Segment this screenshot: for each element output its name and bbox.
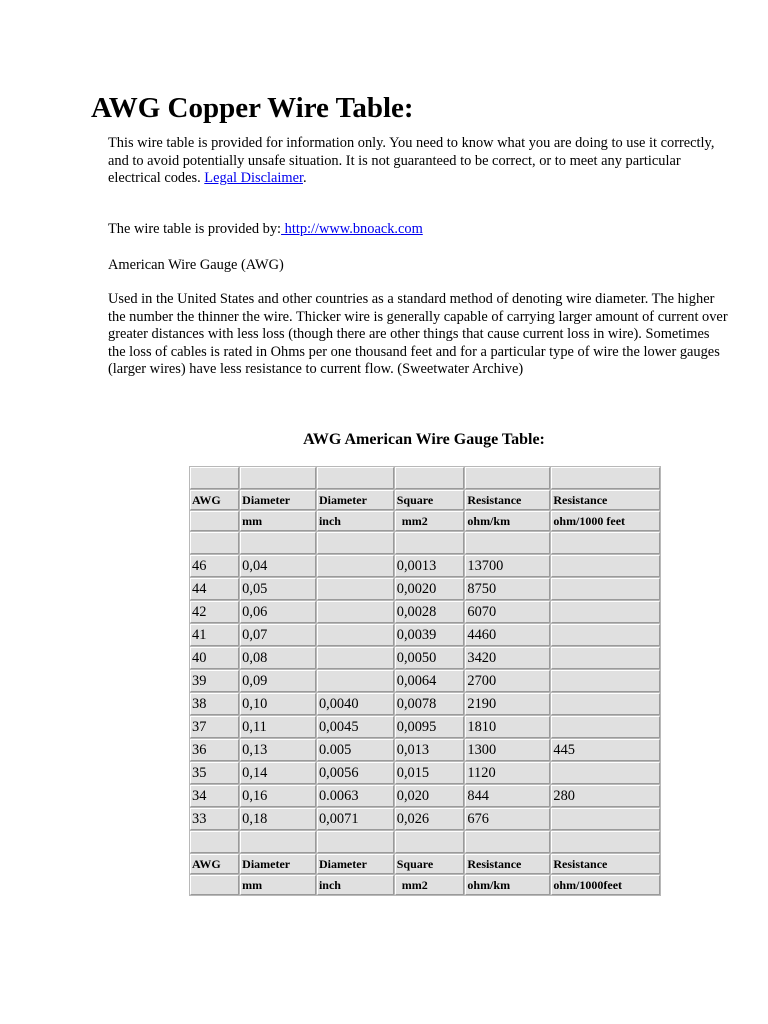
table-spacer-row-cell [551, 467, 660, 489]
page-title: AWG Copper Wire Table: [91, 92, 414, 124]
table-row-cell: 13700 [465, 555, 550, 577]
table-row-cell: 0,026 [395, 808, 465, 830]
table-row-cell: 0.005 [317, 739, 394, 761]
table-spacer-row-cell [240, 467, 316, 489]
table-spacer-row-cell [465, 467, 550, 489]
table-row-cell: 0,14 [240, 762, 316, 784]
table-row-cell [317, 647, 394, 669]
table-footer-units-row-cell: ohm/km [465, 875, 550, 895]
table-spacer-row-cell [190, 831, 239, 853]
table-row-cell: 676 [465, 808, 550, 830]
table-footer-units-row-cell [190, 875, 239, 895]
table-row-cell: 280 [551, 785, 660, 807]
table-row-cell: 0,13 [240, 739, 316, 761]
table-row-cell [551, 578, 660, 600]
table-row-cell [317, 578, 394, 600]
intro-text: This wire table is provided for information only. You need to know what you are doing to use it correctly, and to avoid potentially unsafe situation. It is not guaranteed to be correct, or to meet any particular electrical codes. [108, 135, 715, 186]
table-row-cell: 35 [190, 762, 239, 784]
table-row-cell: 0,0071 [317, 808, 394, 830]
table-row [190, 670, 660, 692]
table-row-cell: 0,0064 [395, 670, 465, 692]
table-footer-header-row-cell: Resistance [551, 854, 660, 874]
table-footer-units-row-cell: ohm/1000feet [551, 875, 660, 895]
table-row-cell [551, 624, 660, 646]
provider-text: The wire table is provided by: [108, 221, 282, 237]
table-units-row-cell [190, 511, 239, 531]
table-row-cell: 0,0039 [395, 624, 465, 646]
table-spacer-row-cell [317, 532, 394, 554]
legal-disclaimer-link[interactable]: Legal Disclaimer [204, 170, 303, 186]
table-spacer-row-cell [317, 831, 394, 853]
table-row [190, 578, 660, 600]
table-row-cell: 1300 [465, 739, 550, 761]
table-header-row-cell: Diameter [240, 490, 316, 510]
table-row-cell: 44 [190, 578, 239, 600]
table-header-row-cell: AWG [190, 490, 239, 510]
table-units-row-cell: inch [317, 511, 394, 531]
table-row-cell: 2190 [465, 693, 550, 715]
table-footer-units-row-cell: mm [240, 875, 316, 895]
table-row-cell: 36 [190, 739, 239, 761]
table-row-cell: 0,0056 [317, 762, 394, 784]
table-units-row-cell: ohm/km [465, 511, 550, 531]
table-spacer-row-cell [190, 467, 239, 489]
table-row-cell: 0,09 [240, 670, 316, 692]
table-header-row-cell: Resistance [551, 490, 660, 510]
table-footer-units-row [190, 875, 660, 895]
table-row-cell [551, 716, 660, 738]
table-units-row [190, 511, 660, 531]
table-row [190, 624, 660, 646]
table-spacer-row-cell [190, 532, 239, 554]
table-row-cell: 2700 [465, 670, 550, 692]
table-header-row [190, 490, 660, 510]
table-row-cell: 0,0050 [395, 647, 465, 669]
table-row-cell: 0,05 [240, 578, 316, 600]
table-row-cell [317, 555, 394, 577]
table-row-cell: 0,08 [240, 647, 316, 669]
table-row-cell [551, 808, 660, 830]
table-row-cell: 0,020 [395, 785, 465, 807]
table-row-cell: 0,16 [240, 785, 316, 807]
table-row-cell: 34 [190, 785, 239, 807]
table-header-row-cell: Square [395, 490, 465, 510]
table-footer-units-row-cell: inch [317, 875, 394, 895]
table-spacer-row [190, 532, 660, 554]
intro-period: . [302, 170, 307, 186]
table-row [190, 785, 660, 807]
table-spacer-row-cell [240, 532, 316, 554]
table-row-cell: 0,0040 [317, 693, 394, 715]
table-row-cell: 1120 [465, 762, 550, 784]
table-row-cell: 0,0078 [395, 693, 465, 715]
description-paragraph: Used in the United States and other countries as a standard method of denoting wire diameter. The higher the number the thinner the wire. Thicker wire is generally capable of carrying larger amount of current over greater distances with less loss (though there are other things that cause current loss in wire). Sometimes the loss of cables is rated in Ohms per one thousand feet and for a particular type of wire the lower gauges (larger wires) have less resistance to current flow. (Sweetwater Archive) [108, 291, 728, 377]
table-row-cell: 6070 [465, 601, 550, 623]
table-footer-header-row-cell: Diameter [240, 854, 316, 874]
provider-paragraph [108, 221, 728, 239]
table-spacer-row [190, 831, 660, 853]
table-row-cell: 33 [190, 808, 239, 830]
table-header-row-cell: Resistance [465, 490, 550, 510]
table-row-cell: 38 [190, 693, 239, 715]
table-spacer-row-cell [551, 532, 660, 554]
table-row-cell: 37 [190, 716, 239, 738]
table-row-cell [551, 601, 660, 623]
table-row [190, 716, 660, 738]
table-header-row-cell: Diameter [317, 490, 394, 510]
table-spacer-row-cell [395, 467, 465, 489]
table-row-cell: 0,04 [240, 555, 316, 577]
table-spacer-row-cell [395, 532, 465, 554]
table-row-cell: 0,0020 [395, 578, 465, 600]
table-row-cell [551, 693, 660, 715]
table-row-cell: 0,013 [395, 739, 465, 761]
table-row-cell: 0,0095 [395, 716, 465, 738]
table-footer-header-row-cell: AWG [190, 854, 239, 874]
table-row-cell [551, 647, 660, 669]
table-footer-header-row-cell: Resistance [465, 854, 550, 874]
table-row-cell: 3420 [465, 647, 550, 669]
table-row [190, 601, 660, 623]
table-spacer-row [190, 467, 660, 489]
table-footer-header-row-cell: Square [395, 854, 465, 874]
table-row-cell: 0,0013 [395, 555, 465, 577]
table-spacer-row-cell [551, 831, 660, 853]
table-row-cell: 844 [465, 785, 550, 807]
table-row-cell [551, 670, 660, 692]
table-row-cell: 4460 [465, 624, 550, 646]
table-row-cell: 445 [551, 739, 660, 761]
table-footer-units-row-cell: mm2 [395, 875, 465, 895]
table-row-cell: 1810 [465, 716, 550, 738]
table-row-cell [317, 601, 394, 623]
table-footer-header-row-cell: Diameter [317, 854, 394, 874]
table-row-cell: 0.0063 [317, 785, 394, 807]
table-row [190, 808, 660, 830]
awg-heading: American Wire Gauge (AWG) [108, 257, 284, 273]
table-row [190, 555, 660, 577]
table-row-cell: 0,07 [240, 624, 316, 646]
table-row-cell: 0,11 [240, 716, 316, 738]
table-row-cell [551, 762, 660, 784]
intro-paragraph [108, 135, 728, 188]
table-row-cell: 41 [190, 624, 239, 646]
table-spacer-row-cell [395, 831, 465, 853]
table-row-cell: 8750 [465, 578, 550, 600]
table-row-cell: 0,0045 [317, 716, 394, 738]
table-row-cell [551, 555, 660, 577]
table-row-cell: 42 [190, 601, 239, 623]
table-row [190, 693, 660, 715]
table-units-row-cell: mm [240, 511, 316, 531]
table-footer-header-row [190, 854, 660, 874]
table-row [190, 647, 660, 669]
table-row-cell: 0,0028 [395, 601, 465, 623]
wire-gauge-table [189, 466, 661, 896]
table-row-cell: 46 [190, 555, 239, 577]
table-spacer-row-cell [317, 467, 394, 489]
table-row [190, 762, 660, 784]
table-row-cell [317, 624, 394, 646]
table-row-cell: 0,10 [240, 693, 316, 715]
table-units-row-cell: mm2 [395, 511, 465, 531]
table-row-cell [317, 670, 394, 692]
table-row-cell: 0,06 [240, 601, 316, 623]
table-row-cell: 39 [190, 670, 239, 692]
table-spacer-row-cell [240, 831, 316, 853]
table-title: AWG American Wire Gauge Table: [303, 431, 545, 448]
table-row-cell: 0,18 [240, 808, 316, 830]
table-row-cell: 0,015 [395, 762, 465, 784]
table-row [190, 739, 660, 761]
table-row-cell: 40 [190, 647, 239, 669]
table-units-row-cell: ohm/1000 feet [551, 511, 660, 531]
bnoack-link[interactable]: http://www.bnoack.com [281, 221, 423, 237]
table-spacer-row-cell [465, 532, 550, 554]
table-spacer-row-cell [465, 831, 550, 853]
